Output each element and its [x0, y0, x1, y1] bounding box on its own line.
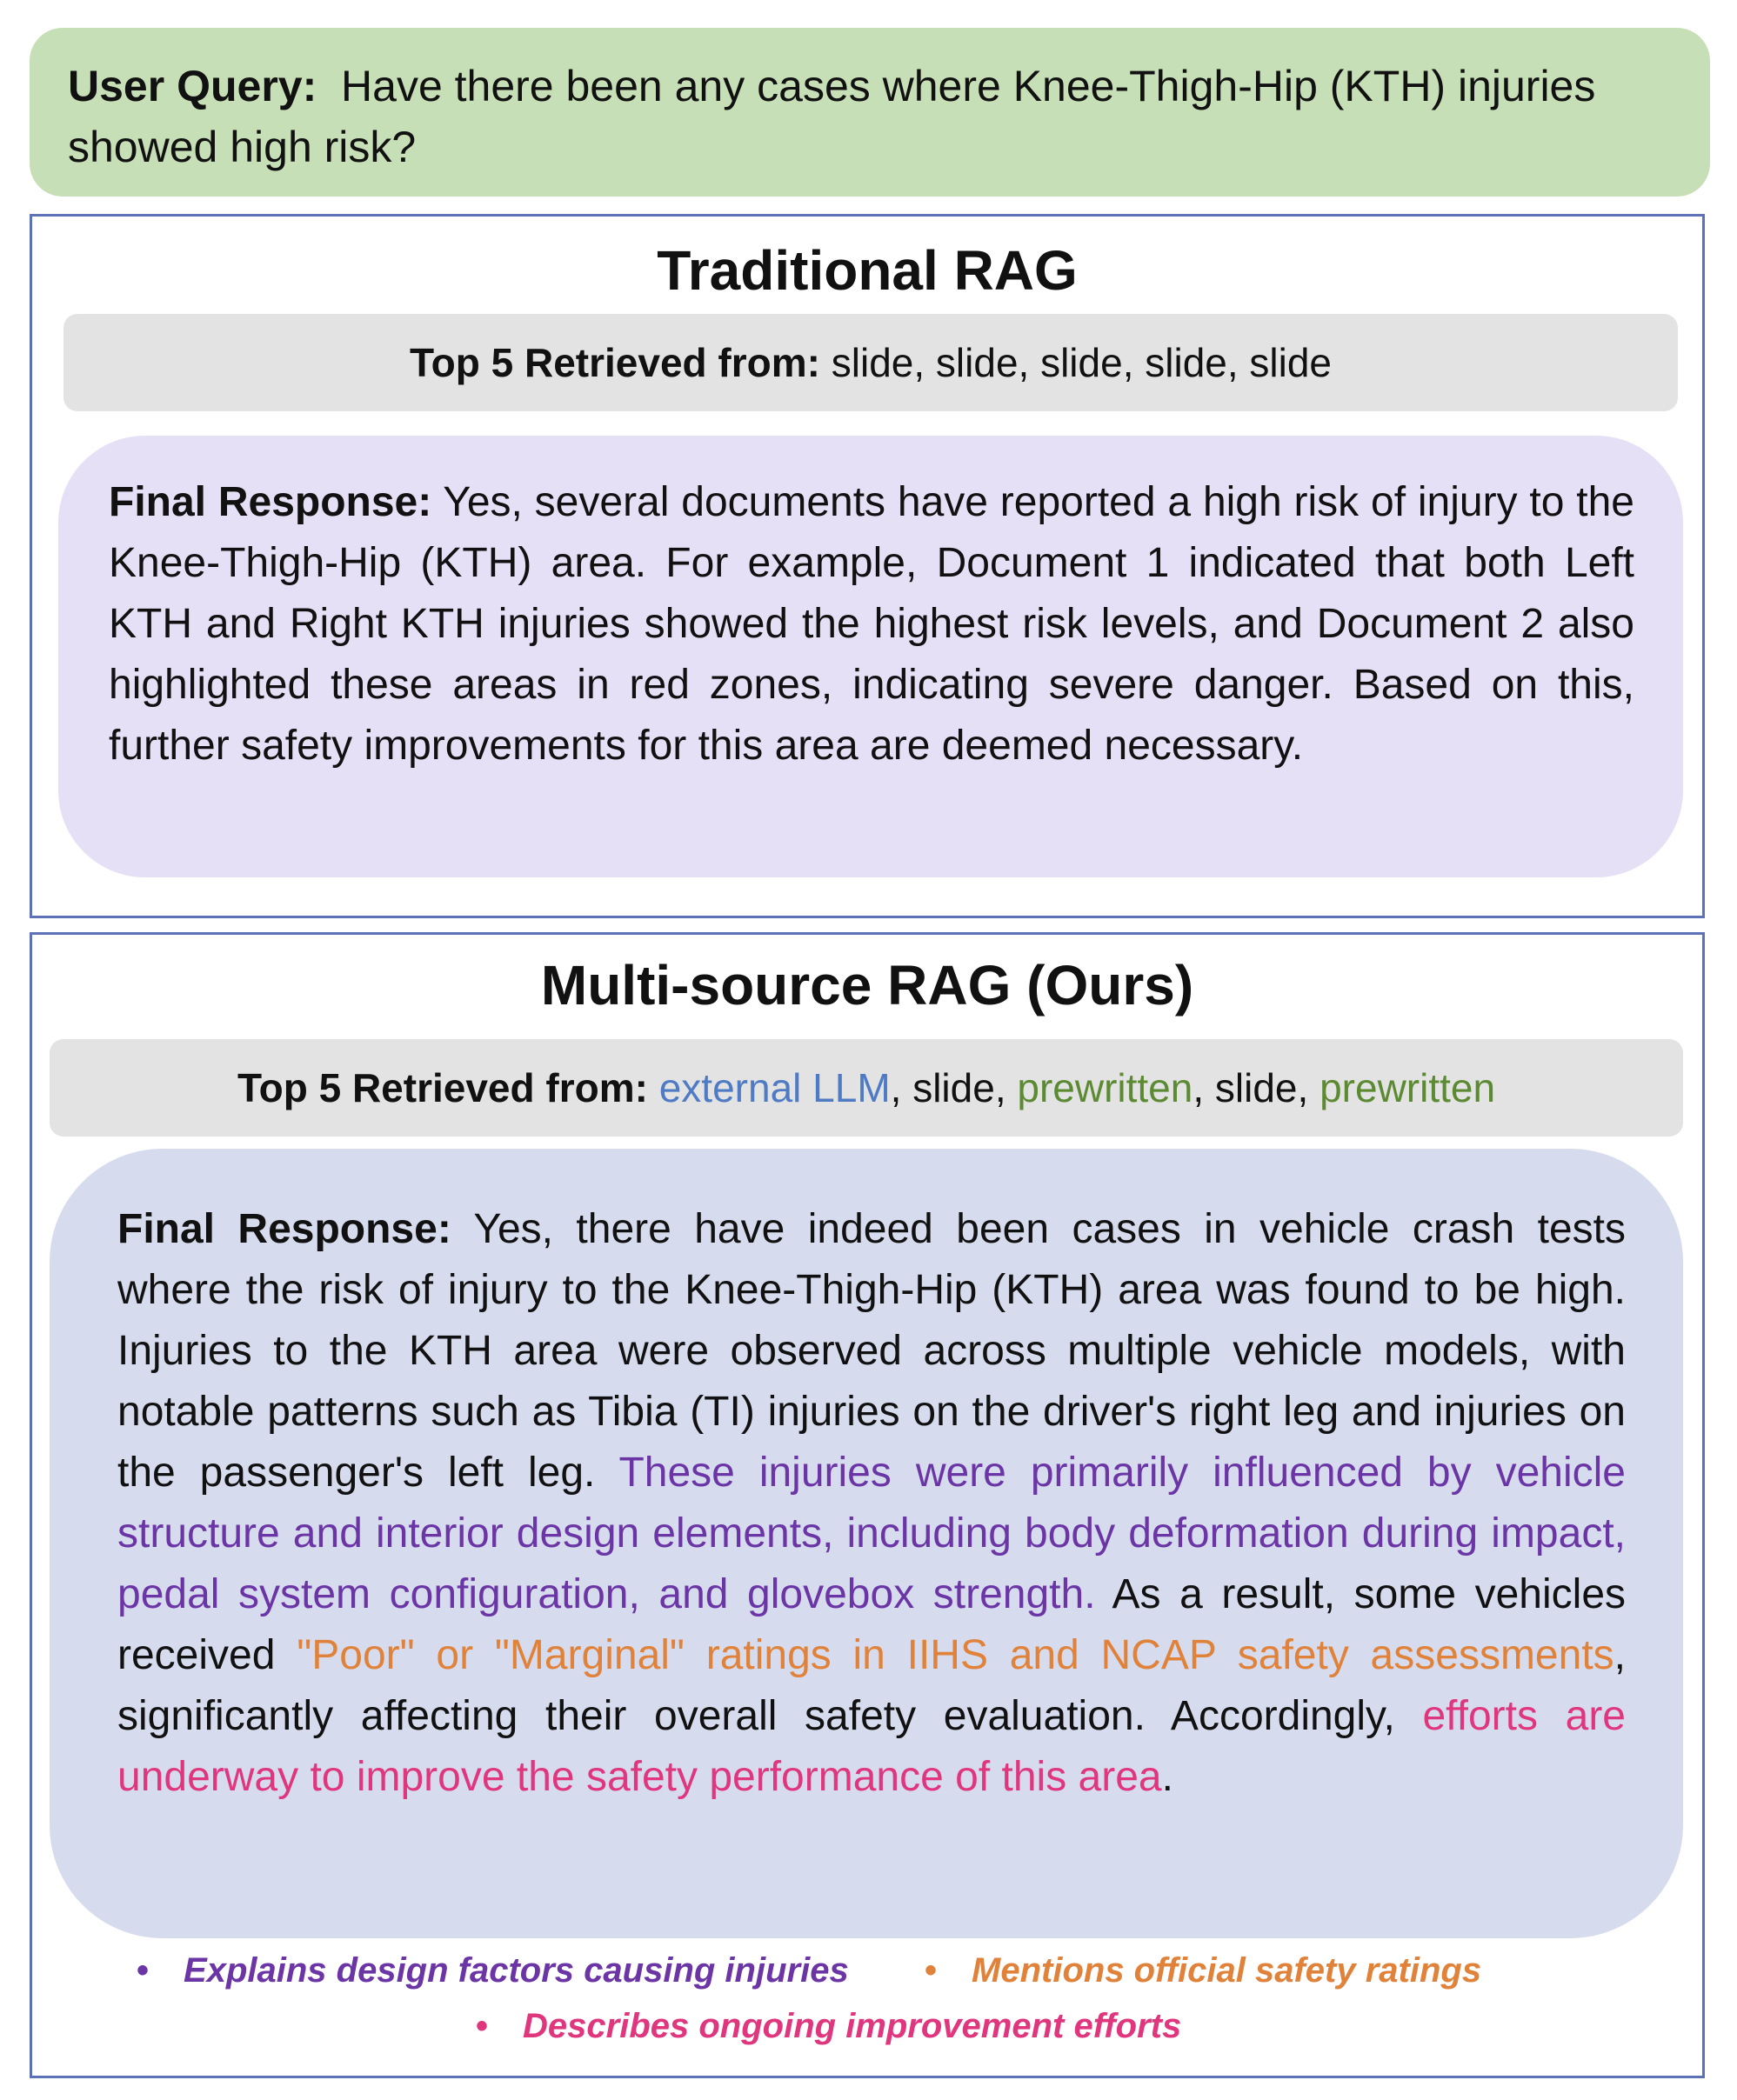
multisource-retrieved-bar: [50, 1039, 1683, 1137]
response-segment-design-factors: These injuries were primarily influenced by vehicle structure and interior design elements, including body deformation during impact, pedal system configuration, and glovebox strength.: [117, 1450, 1626, 1617]
response-segment-plain: .: [1161, 1754, 1173, 1800]
response-segment-plain: As a result, some vehicles received: [117, 1571, 1627, 1678]
source-separator: ,: [1297, 1065, 1320, 1110]
legend-item-improvement-efforts: [476, 2004, 1181, 2048]
traditional-retrieved-sources: slide, slide, slide, slide, slide: [831, 340, 1333, 385]
response-segment-safety-ratings: "Poor" or "Marginal" ratings in IIHS and NCAP safety assessments: [297, 1632, 1614, 1678]
source-slide: slide: [912, 1065, 995, 1110]
legend-bullet-icon: •: [137, 1951, 150, 1990]
legend-item-safety-ratings: [925, 1949, 1481, 1992]
source-slide: slide: [1214, 1065, 1298, 1110]
traditional-response-box: [58, 436, 1683, 877]
legend-bullet-icon: •: [925, 1951, 938, 1990]
multisource-rag-panel: [30, 932, 1705, 2078]
traditional-rag-panel: [30, 214, 1705, 918]
source-separator: ,: [994, 1065, 1018, 1110]
response-segment-plain: , significantly affecting their overall safety evaluation. Accordingly,: [117, 1632, 1626, 1739]
traditional-response-label: Final Response:: [109, 479, 432, 525]
user-query-box: [30, 28, 1710, 197]
user-query-text: Have there been any cases where Knee-Thigh-Hip (KTH) injuries showed high risk?: [68, 62, 1596, 171]
multisource-response-box: [50, 1149, 1683, 1938]
response-segment-improvement-efforts: efforts are underway to improve the safety performance of this area: [117, 1693, 1627, 1800]
source-separator: ,: [890, 1065, 913, 1110]
source-prewritten: prewritten: [1017, 1065, 1193, 1110]
traditional-retrieved-label: Top 5 Retrieved from:: [409, 340, 820, 385]
multisource-retrieved-label: Top 5 Retrieved from:: [237, 1065, 648, 1110]
traditional-response-text: Yes, several documents have reported a high risk of injury to the Knee-Thigh-Hip (KTH) area. For example, Document 1 indicated that both Left KTH and Right KTH injuries showed the highest risk levels, and Document 2 also highlighted these areas in red zones, indicating severe danger. Based on this, further safety improvements for this area are deemed necessary.: [109, 479, 1634, 769]
legend-text: Explains design factors causing injuries: [184, 1951, 849, 1990]
user-query-label: User Query:: [68, 62, 317, 110]
legend-text: Describes ongoing improvement efforts: [523, 2007, 1182, 2045]
legend-bullet-icon: •: [476, 2007, 489, 2045]
source-prewritten: prewritten: [1319, 1065, 1496, 1110]
traditional-retrieved-bar: [63, 314, 1678, 411]
source-external-llm: external LLM: [658, 1065, 891, 1110]
multisource-rag-title: Multi-source RAG (Ours): [540, 954, 1194, 1017]
legend-item-design-factors: [137, 1949, 849, 1992]
traditional-rag-title: Traditional RAG: [657, 239, 1078, 302]
multisource-response-label: Final Response:: [117, 1206, 451, 1252]
response-segment-plain: Yes, there have indeed been cases in vehicle crash tests where the risk of injury to the Knee-Thigh-Hip (KTH) area was found to be high. Injuries to the KTH area were observed across multiple vehicle models, with notable patterns such as Tibia (TI) injuries on the driver's right leg and injuries on the passenger's left leg.: [117, 1206, 1627, 1496]
source-separator: ,: [1193, 1065, 1215, 1110]
legend-text: Mentions official safety ratings: [972, 1951, 1482, 1990]
